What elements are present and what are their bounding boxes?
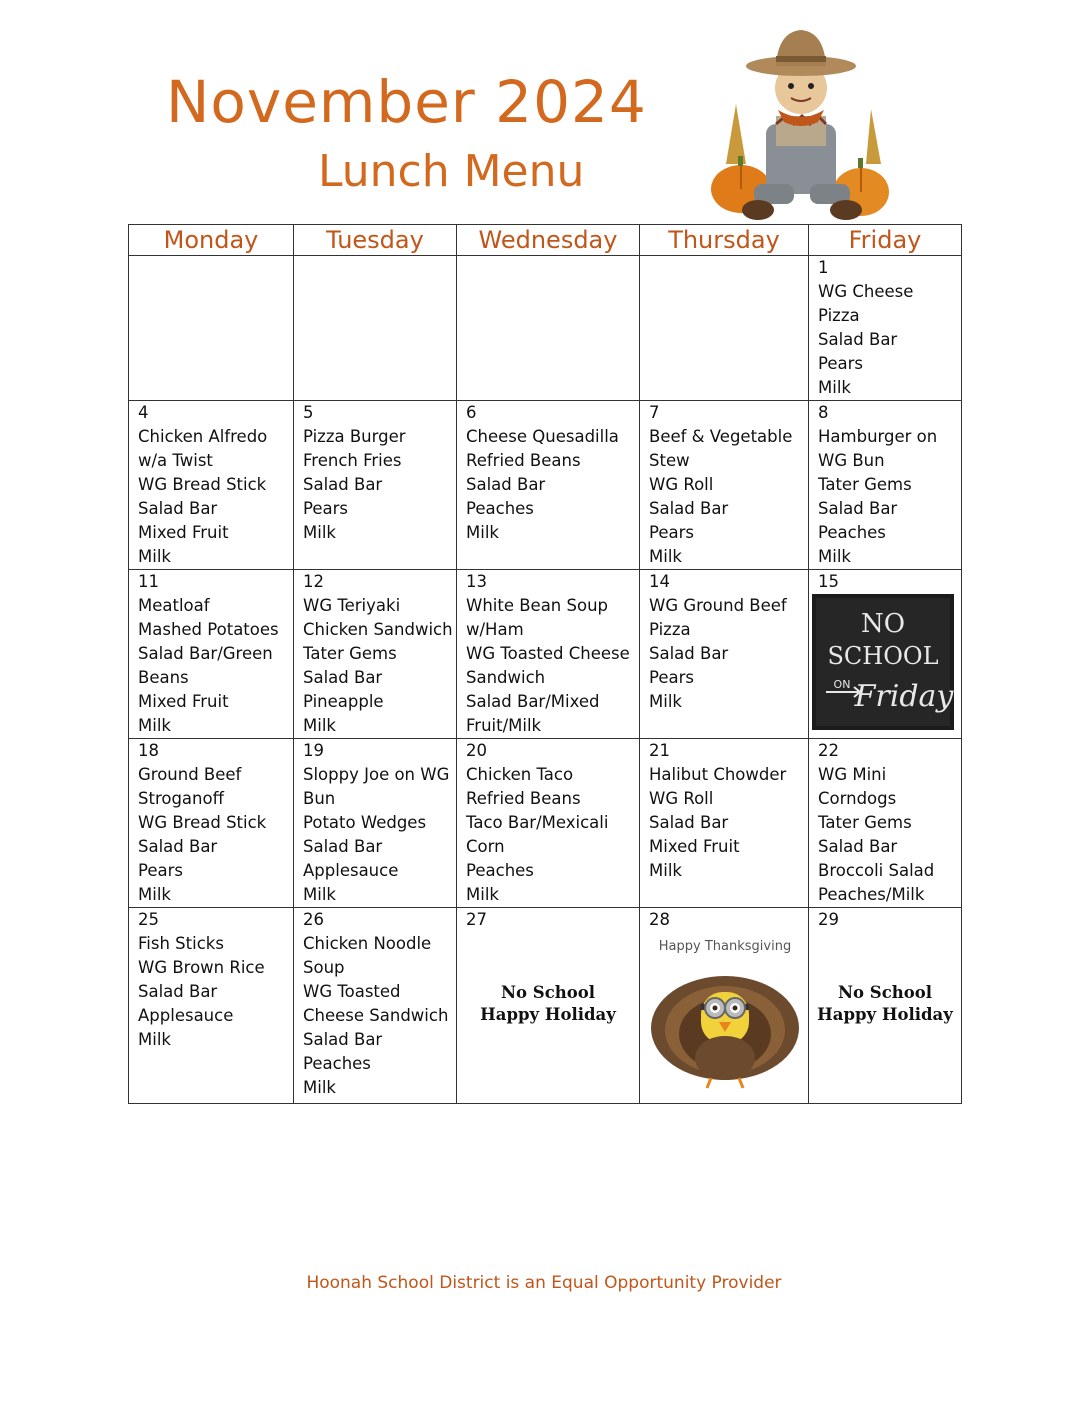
menu-item: Milk <box>818 378 851 397</box>
scarecrow-illustration <box>706 24 896 224</box>
menu-item: Milk <box>138 716 171 735</box>
day-cell <box>809 739 962 908</box>
chalk-line-4: Friday <box>854 679 954 714</box>
day-cell <box>809 256 962 401</box>
menu-item: Salad Bar <box>303 475 383 494</box>
lunch-menu-calendar <box>128 224 962 1104</box>
menu-item: Corndogs <box>818 789 897 808</box>
day-cell <box>129 256 294 401</box>
menu-item: Chicken Sandwich <box>303 620 453 639</box>
day-header-tuesday: Tuesday <box>294 225 457 256</box>
day-number: 26 <box>303 910 324 929</box>
menu-item: Potato Wedges <box>303 813 427 832</box>
menu-item: Mixed Fruit <box>138 523 229 542</box>
menu-item: Pears <box>649 523 695 542</box>
menu-item: Sandwich <box>466 668 546 687</box>
menu-item: Milk <box>649 547 682 566</box>
weekday-header-row <box>129 225 962 256</box>
menu-item: Pears <box>818 354 864 373</box>
day-cell <box>457 908 640 1104</box>
menu-item: Cheese Quesadilla <box>466 427 619 446</box>
day-cell <box>294 739 457 908</box>
page-subtitle: Lunch Menu <box>318 146 585 197</box>
day-cell <box>809 401 962 570</box>
menu-item: Milk <box>303 523 336 542</box>
week-row <box>129 570 962 739</box>
no-school-note <box>461 982 635 1026</box>
menu-item: WG Toasted <box>303 982 401 1001</box>
menu-item: Salad Bar <box>138 837 218 856</box>
menu-item: Sloppy Joe on WG <box>303 765 450 784</box>
no-school-note-line: No School <box>500 983 596 1002</box>
footer-statement: Hoonah School District is an Equal Opportunity Provider <box>306 1273 782 1293</box>
menu-item: Refried Beans <box>466 789 581 808</box>
day-cell <box>294 401 457 570</box>
menu-item: WG Bread Stick <box>138 813 267 832</box>
menu-item: Salad Bar <box>138 499 218 518</box>
menu-item: Salad Bar <box>818 499 898 518</box>
menu-item: WG Bun <box>818 451 885 470</box>
day-cell <box>457 401 640 570</box>
day-cell <box>457 256 640 401</box>
day-number: 7 <box>649 403 660 422</box>
day-number: 27 <box>466 910 487 929</box>
menu-item: Chicken Noodle <box>303 934 432 953</box>
day-number: 14 <box>649 572 670 591</box>
menu-item: WG Brown Rice <box>138 958 265 977</box>
menu-item: Tater Gems <box>303 644 397 663</box>
menu-item: Pizza <box>818 306 860 325</box>
day-number: 22 <box>818 741 839 760</box>
menu-item: Fruit/Milk <box>466 716 542 735</box>
menu-item: Milk <box>303 1078 336 1097</box>
menu-item: Milk <box>818 547 851 566</box>
day-cell <box>457 739 640 908</box>
thanksgiving-turkey-image <box>645 930 805 1096</box>
day-number: 28 <box>649 910 670 929</box>
day-number: 12 <box>303 572 324 591</box>
day-cell <box>640 256 809 401</box>
day-cell <box>294 908 457 1104</box>
day-header-friday: Friday <box>809 225 962 256</box>
menu-item: Pears <box>649 668 695 687</box>
day-number: 13 <box>466 572 487 591</box>
menu-item: Chicken Alfredo <box>138 427 268 446</box>
day-number: 6 <box>466 403 477 422</box>
day-cell <box>640 570 809 739</box>
day-cell <box>129 908 294 1104</box>
menu-item: Milk <box>466 523 499 542</box>
menu-item: Ground Beef <box>138 765 242 784</box>
menu-item: French Fries <box>303 451 402 470</box>
no-school-note <box>813 982 957 1026</box>
menu-item: Salad Bar <box>649 644 729 663</box>
day-cell <box>809 570 962 739</box>
menu-item: Salad Bar <box>303 1030 383 1049</box>
day-cell <box>457 570 640 739</box>
menu-item: Pineapple <box>303 692 384 711</box>
day-number: 19 <box>303 741 324 760</box>
menu-item: Stroganoff <box>138 789 224 808</box>
menu-item: Broccoli Salad <box>818 861 935 880</box>
menu-item: Salad Bar <box>818 330 898 349</box>
menu-item: Salad Bar <box>649 499 729 518</box>
menu-item: w/a Twist <box>138 451 213 470</box>
day-cell <box>294 570 457 739</box>
menu-item: Hamburger on <box>818 427 938 446</box>
menu-item: Salad Bar <box>649 813 729 832</box>
day-number: 18 <box>138 741 159 760</box>
menu-item: WG Bread Stick <box>138 475 267 494</box>
day-cell <box>640 401 809 570</box>
day-number: 21 <box>649 741 670 760</box>
menu-item: w/Ham <box>466 620 524 639</box>
menu-item: Tater Gems <box>818 475 912 494</box>
menu-item: Milk <box>303 716 336 735</box>
day-number: 25 <box>138 910 159 929</box>
menu-item: WG Toasted Cheese <box>466 644 630 663</box>
day-number: 5 <box>303 403 314 422</box>
menu-item: WG Roll <box>649 475 714 494</box>
menu-item: Milk <box>649 861 682 880</box>
day-number: 1 <box>818 258 829 277</box>
menu-item: Salad Bar <box>818 837 898 856</box>
day-number: 20 <box>466 741 487 760</box>
week-row <box>129 401 962 570</box>
menu-item: Peaches/Milk <box>818 885 925 904</box>
menu-item: Mashed Potatoes <box>138 620 279 639</box>
menu-item: Mixed Fruit <box>138 692 229 711</box>
menu-item: Bun <box>303 789 336 808</box>
menu-item: Meatloaf <box>138 596 210 615</box>
menu-item: Applesauce <box>138 1006 234 1025</box>
page-title: November 2024 <box>166 68 647 136</box>
menu-item: Milk <box>649 692 682 711</box>
chalk-line-2: SCHOOL <box>827 642 939 670</box>
menu-item: Salad Bar <box>466 475 546 494</box>
menu-item: WG Ground Beef <box>649 596 787 615</box>
menu-item: Beef & Vegetable <box>649 427 793 446</box>
no-school-friday-chalkboard-image <box>812 594 954 730</box>
menu-item: White Bean Soup <box>466 596 609 615</box>
menu-item: Stew <box>649 451 690 470</box>
menu-item: Milk <box>138 1030 171 1049</box>
day-number: 4 <box>138 403 149 422</box>
day-number: 29 <box>818 910 839 929</box>
menu-item: Taco Bar/Mexicali <box>466 813 609 832</box>
menu-item: Salad Bar <box>303 668 383 687</box>
menu-item: Fish Sticks <box>138 934 224 953</box>
day-cell <box>294 256 457 401</box>
menu-item: WG Cheese <box>818 282 914 301</box>
menu-item: Salad Bar <box>138 982 218 1001</box>
no-school-note-line: No School <box>837 983 933 1002</box>
day-header-monday: Monday <box>129 225 294 256</box>
menu-item: Peaches <box>818 523 886 542</box>
menu-item: Refried Beans <box>466 451 581 470</box>
day-number: 11 <box>138 572 159 591</box>
menu-item: Milk <box>138 547 171 566</box>
menu-item: Tater Gems <box>818 813 912 832</box>
menu-item: Halibut Chowder <box>649 765 787 784</box>
week-row <box>129 908 962 1104</box>
menu-item: Mixed Fruit <box>649 837 740 856</box>
week-row <box>129 739 962 908</box>
day-cell <box>640 908 809 1104</box>
menu-item: Peaches <box>466 861 534 880</box>
menu-item: Milk <box>303 885 336 904</box>
menu-item: Salad Bar/Green <box>138 644 273 663</box>
menu-item: Applesauce <box>303 861 399 880</box>
day-cell <box>129 570 294 739</box>
no-school-note-line: Happy Holiday <box>817 1005 953 1024</box>
day-cell <box>809 908 962 1104</box>
menu-item: Salad Bar <box>303 837 383 856</box>
day-number: 8 <box>818 403 829 422</box>
menu-item: Chicken Taco <box>466 765 574 784</box>
menu-item: Peaches <box>466 499 534 518</box>
menu-item: Beans <box>138 668 189 687</box>
no-school-note-line: Happy Holiday <box>480 1005 616 1024</box>
day-cell <box>129 739 294 908</box>
menu-item: Soup <box>303 958 345 977</box>
menu-item: Pears <box>138 861 184 880</box>
day-number: 15 <box>818 572 839 591</box>
chalk-line-3: ON <box>833 678 851 691</box>
chalk-line-1: NO <box>860 609 906 639</box>
menu-item: WG Teriyaki <box>303 596 401 615</box>
week-row <box>129 256 962 401</box>
menu-item: Pears <box>303 499 349 518</box>
menu-item: Corn <box>466 837 505 856</box>
menu-item: WG Mini <box>818 765 887 784</box>
menu-item: Peaches <box>303 1054 371 1073</box>
menu-item: Milk <box>466 885 499 904</box>
menu-item: Pizza <box>649 620 691 639</box>
day-header-wednesday: Wednesday <box>457 225 640 256</box>
day-cell <box>640 739 809 908</box>
thanksgiving-caption: Happy Thanksgiving <box>658 939 792 954</box>
day-cell <box>129 401 294 570</box>
day-header-thursday: Thursday <box>640 225 809 256</box>
menu-item: Salad Bar/Mixed <box>466 692 600 711</box>
menu-item: Pizza Burger <box>303 427 406 446</box>
menu-item: Cheese Sandwich <box>303 1006 449 1025</box>
menu-item: Milk <box>138 885 171 904</box>
menu-item: WG Roll <box>649 789 714 808</box>
